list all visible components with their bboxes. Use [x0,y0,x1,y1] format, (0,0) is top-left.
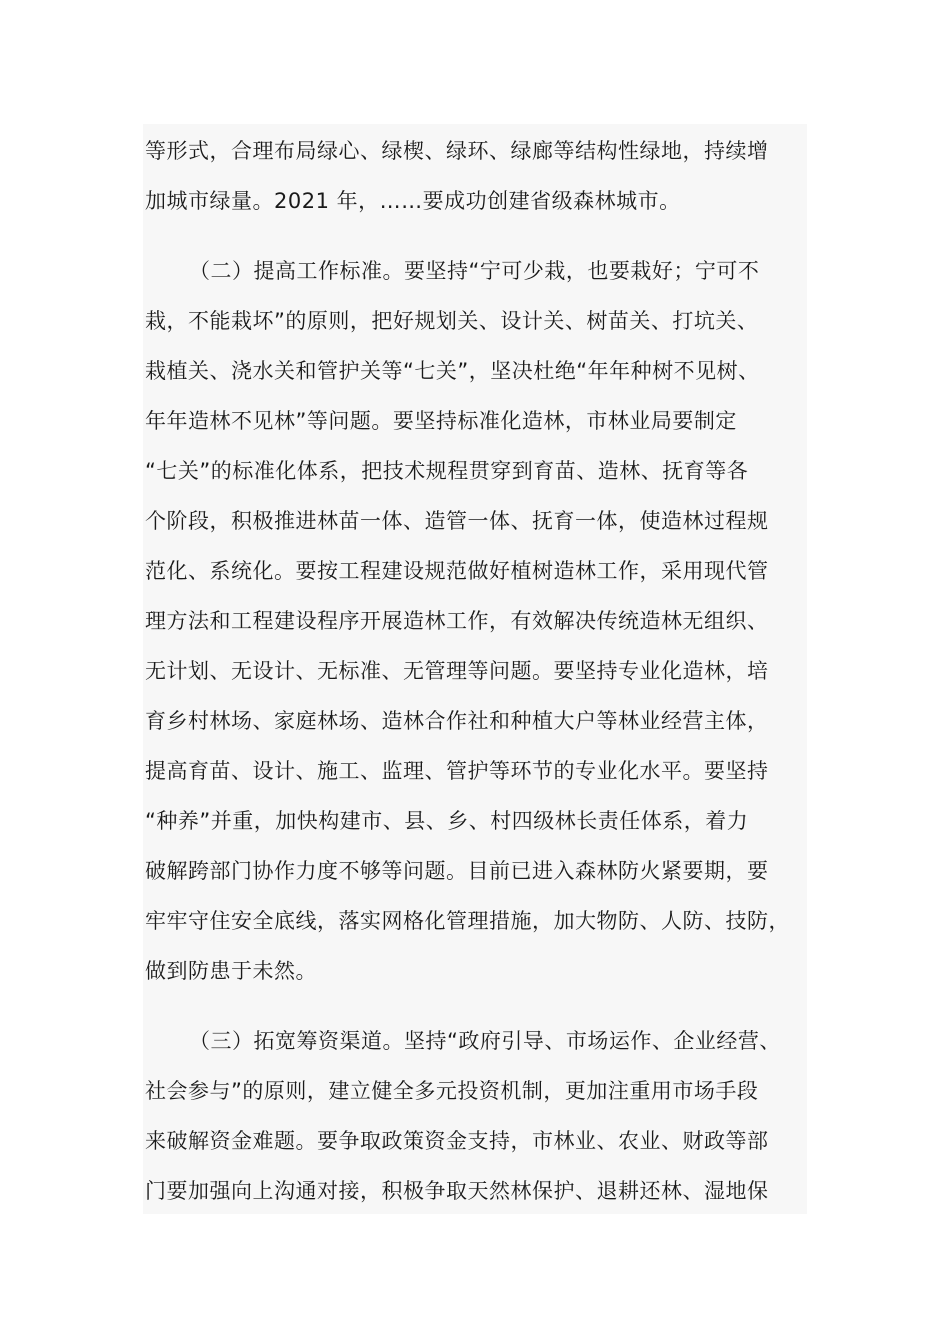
body-line: 理方法和工程建设程序开展造林工作，有效解决传统造林无组织、 [145,609,769,633]
section-heading-line: （三）拓宽筹资渠道。坚持“政府引导、市场运作、企业经营、 [189,1029,781,1053]
body-line: 加城市绿量。2021 年，……要成功创建省级森林城市。 [145,189,681,213]
body-line: 牢牢守住安全底线，落实网格化管理措施，加大物防、人防、技防， [145,909,790,933]
body-line: 个阶段，积极推进林苗一体、造管一体、抚育一体，使造林过程规 [145,509,769,533]
body-line: “种养”并重，加快构建市、县、乡、村四级林长责任体系，着力 [145,809,749,833]
body-line: 年年造林不见林”等问题。要坚持标准化造林，市林业局要制定 [145,409,737,433]
body-line: 范化、系统化。要按工程建设规范做好植树造林工作，采用现代管 [145,559,769,583]
body-line: 栽植关、浇水关和管护关等“七关”，坚决杜绝“年年种树不见树、 [145,359,760,383]
body-line: 育乡村林场、家庭林场、造林合作社和种植大户等林业经营主体， [145,709,769,733]
body-line: 无计划、无设计、无标准、无管理等问题。要坚持专业化造林，培 [145,659,769,683]
body-line: 门要加强向上沟通对接，积极争取天然林保护、退耕还林、湿地保 [145,1179,769,1203]
body-line: “七关”的标准化体系，把技术规程贯穿到育苗、造林、抚育等各 [145,459,749,483]
body-line: 社会参与”的原则，建立健全多元投资机制，更加注重用市场手段 [145,1079,759,1103]
body-line: 等形式，合理布局绿心、绿楔、绿环、绿廊等结构性绿地，持续增 [145,139,769,163]
body-line: 破解跨部门协作力度不够等问题。目前已进入森林防火紧要期，要 [145,859,769,883]
body-line: 做到防患于未然。 [145,959,317,983]
body-line: 提高育苗、设计、施工、监理、管护等环节的专业化水平。要坚持 [145,759,769,783]
body-line: 来破解资金难题。要争取政策资金支持，市林业、农业、财政等部 [145,1129,769,1153]
body-line: 栽，不能栽坏”的原则，把好规划关、设计关、树苗关、打坑关、 [145,309,759,333]
section-heading-line: （二）提高工作标准。要坚持“宁可少栽，也要栽好；宁可不 [189,259,760,283]
